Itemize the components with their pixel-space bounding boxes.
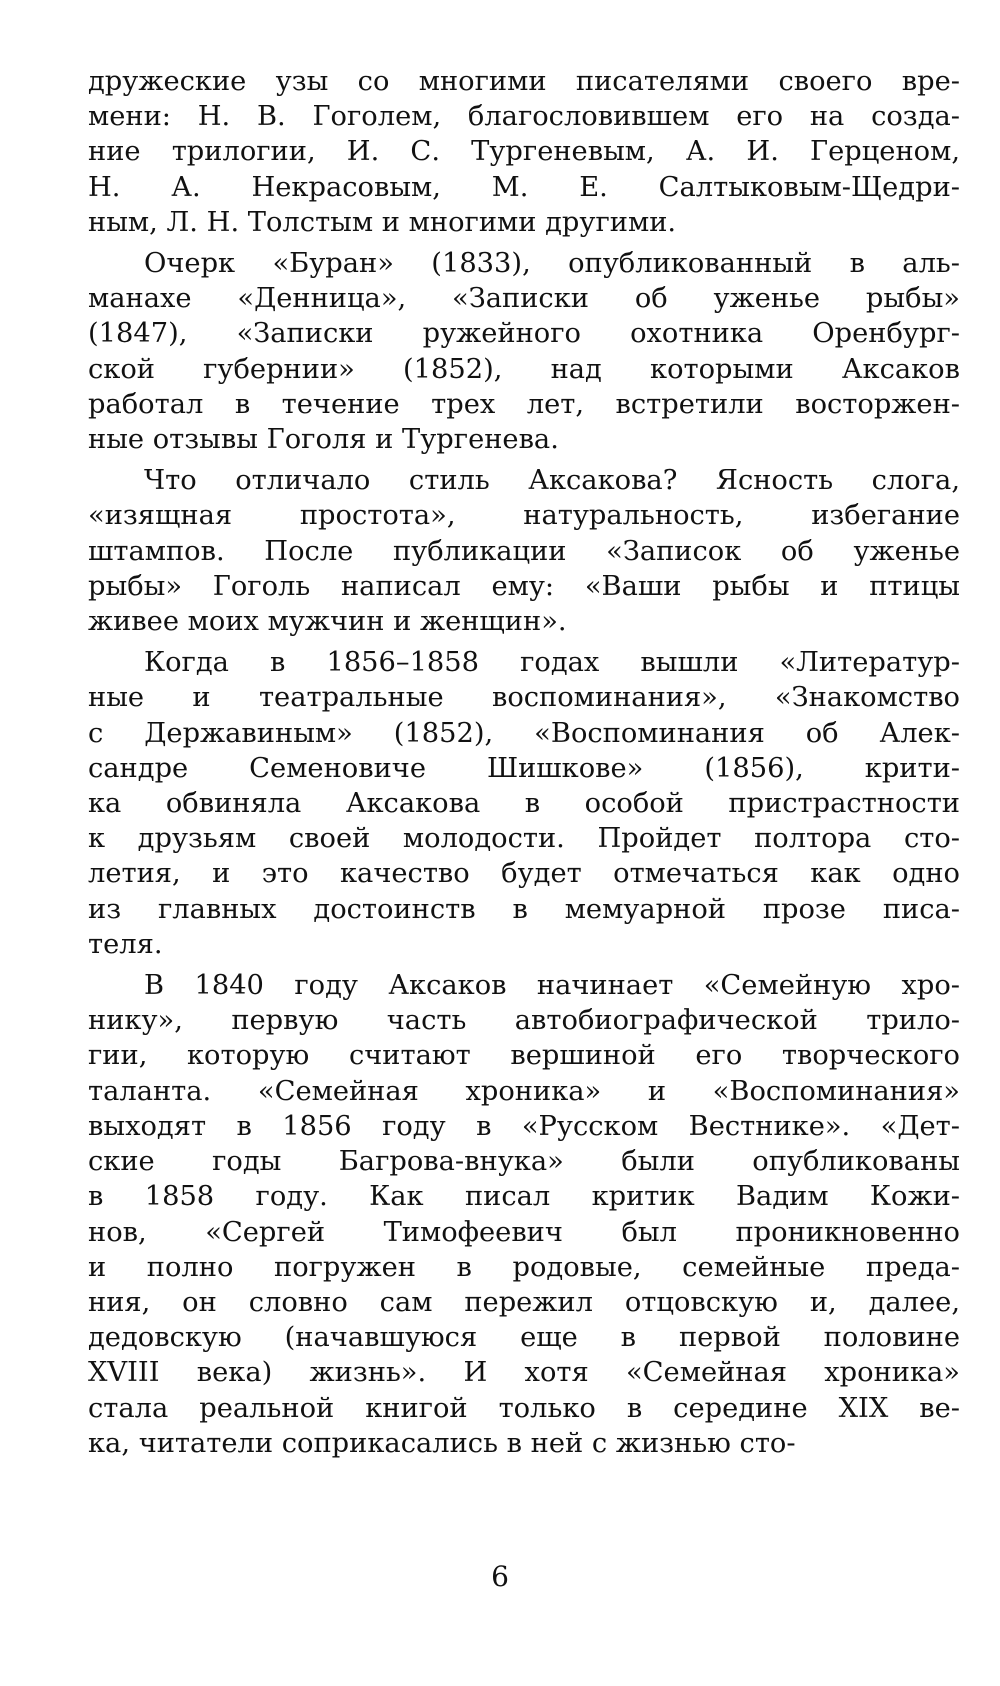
text-line: стала реальной книгой только в середине XIX ве- bbox=[88, 1392, 960, 1424]
page-body bbox=[88, 64, 960, 1467]
text-line: «изящная простота», натуральность, избегание bbox=[88, 500, 960, 532]
text-line: ка, читатели соприкасались в ней с жизнью сто- bbox=[88, 1427, 796, 1459]
paragraph bbox=[88, 645, 960, 962]
text-line: ные и театральные воспоминания», «Знакомство bbox=[88, 682, 960, 714]
page-number: 6 bbox=[491, 1560, 509, 1593]
text-line: нов, «Сергей Тимофеевич был проникновенно bbox=[88, 1216, 960, 1248]
text-line: рыбы» Гоголь написал ему: «Ваши рыбы и птицы bbox=[88, 570, 960, 602]
text-line: дружеские узы со многими писателями своего вре- bbox=[88, 66, 960, 97]
text-line: таланта. «Семейная хроника» и «Воспоминания» bbox=[88, 1075, 960, 1107]
paragraph bbox=[88, 64, 960, 240]
paragraph bbox=[88, 968, 960, 1461]
text-line: Что отличало стиль Аксакова? Ясность слога, bbox=[144, 465, 960, 497]
text-line: и полно погружен в родовые, семейные преда- bbox=[88, 1251, 960, 1283]
text-line: с Державиным» (1852), «Воспоминания об Алек- bbox=[88, 717, 960, 749]
text-line: в 1858 году. Как писал критик Вадим Кожи- bbox=[88, 1181, 960, 1213]
text-line: дедовскую (начавшуюся еще в первой половине bbox=[88, 1322, 960, 1354]
text-line: мени: Н. В. Гоголем, благословившем его на созда- bbox=[88, 101, 960, 133]
text-line: Н. А. Некрасовым, М. Е. Салтыковым-Щедри- bbox=[88, 171, 960, 203]
text-line: к друзьям своей молодости. Пройдет полтора сто- bbox=[88, 823, 960, 855]
text-line: ния, он словно сам пережил отцовскую и, далее, bbox=[88, 1286, 960, 1318]
text-line: нику», первую часть автобиографической трило- bbox=[88, 1005, 960, 1037]
text-line: ние трилогии, И. С. Тургеневым, А. И. Герценом, bbox=[88, 136, 960, 168]
text-line: штампов. После публикации «Записок об уженье bbox=[88, 535, 960, 567]
text-line: Когда в 1856–1858 годах вышли «Литератур- bbox=[144, 647, 960, 679]
text-line: ка обвиняла Аксакова в особой пристрастности bbox=[88, 788, 960, 820]
text-line: из главных достоинств в мемуарной прозе писа- bbox=[88, 893, 960, 925]
text-line: Очерк «Буран» (1833), опубликованный в аль- bbox=[144, 248, 960, 280]
text-line: сандре Семеновиче Шишкове» (1856), крити- bbox=[88, 752, 960, 784]
paragraph bbox=[88, 246, 960, 457]
text-line: выходят в 1856 году в «Русском Вестнике». «Дет- bbox=[88, 1110, 960, 1142]
text-line: XVIII века) жизнь». И хотя «Семейная хроника» bbox=[88, 1357, 960, 1389]
text-line: ской губернии» (1852), над которыми Аксаков bbox=[88, 353, 960, 385]
text-line: ские годы Багрова-внука» были опубликованы bbox=[88, 1146, 960, 1178]
text-line: ные отзывы Гоголя и Тургенева. bbox=[88, 424, 559, 456]
text-line: (1847), «Записки ружейного охотника Оренбург- bbox=[88, 318, 960, 350]
text-line: летия, и это качество будет отмечаться как одно bbox=[88, 858, 960, 890]
paragraph bbox=[88, 463, 960, 639]
text-line: В 1840 году Аксаков начинает «Семейную хро- bbox=[144, 970, 960, 1002]
text-line: живее моих мужчин и женщин». bbox=[88, 606, 567, 638]
text-line: гии, которую считают вершиной его творческого bbox=[88, 1040, 960, 1072]
text-line: работал в течение трех лет, встретили восторжен- bbox=[88, 388, 960, 420]
text-line: ным, Л. Н. Толстым и многими другими. bbox=[88, 206, 677, 238]
text-line: теля. bbox=[88, 928, 163, 960]
text-line: манахе «Денница», «Записки об уженье рыбы» bbox=[88, 283, 960, 315]
